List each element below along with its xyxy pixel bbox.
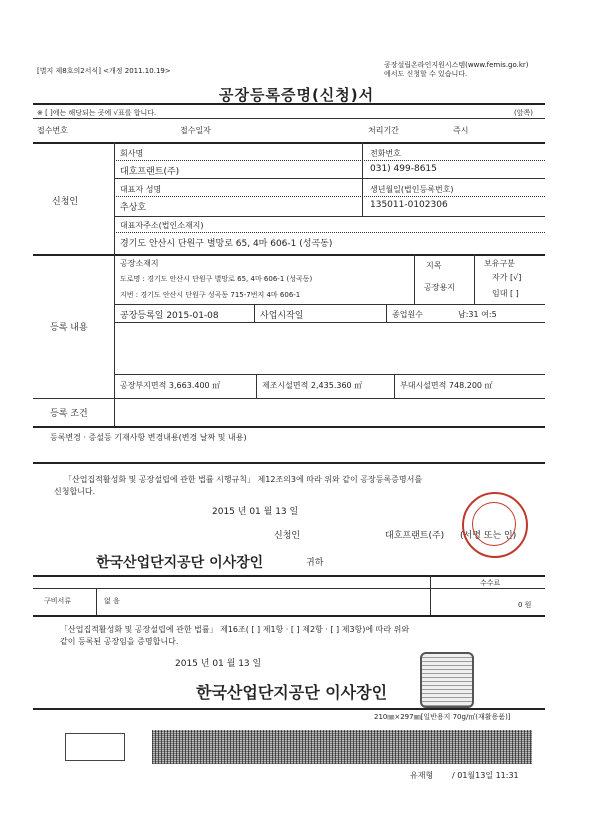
top-border: [33, 103, 545, 105]
rule: [114, 374, 545, 375]
rule: [114, 178, 545, 179]
certificate-issuer: 한국산업단지공단 이사장인: [196, 683, 388, 702]
applicant-name: 대호프랜트(주): [385, 531, 445, 541]
system-note-line1: 공장설립온라인지원시스템(www.femis.go.kr): [384, 61, 529, 69]
employees-value: 남:31 여:5: [458, 310, 497, 319]
applicant-label: 신청인: [274, 531, 301, 541]
docs-label: 구비서류: [44, 597, 72, 605]
certificate-statement-line1: 「산업집적활성화 및 공장설립에 관한 법률」 제16조( [ ] 제1항 · [ ] 제2항 · [ ] 제3항)에 따라 위와: [60, 625, 410, 634]
rule: [386, 304, 387, 322]
rule: [114, 216, 545, 217]
rule: [33, 398, 545, 399]
instruction: ※ [ ]에는 해당되는 곳에 √표를 합니다.: [37, 109, 157, 117]
business-start-label: 사업시작일: [260, 311, 304, 321]
factory-land-value: 공장용지: [424, 283, 455, 292]
rule: [114, 232, 545, 233]
registration-date: 공장등록일 2015-01-08: [120, 311, 219, 321]
certificate-statement-line2: 같이 등록된 공장임을 증명합니다.: [60, 637, 179, 646]
rent-option: 임대 [ ]: [492, 289, 519, 298]
rule: [33, 462, 545, 464]
receipt-number-label: 접수번호: [37, 126, 68, 135]
registration-section-label: 등록 내용: [50, 323, 88, 333]
rule: [114, 160, 545, 161]
paper-spec: 210㎜×297㎜[일반용지 70g/㎡(재활용품)]: [374, 713, 511, 721]
birth-value: 135011-0102306: [370, 200, 448, 210]
rule: [33, 142, 545, 144]
page-side: (앞쪽): [514, 109, 533, 117]
rep-label: 대표자 성명: [120, 185, 162, 194]
change-note: 등록변경 · 증설등 기재사항 변경내용(변경 날짜 및 내용): [50, 433, 247, 442]
system-note-line2: 에서도 신청할 수 있습니다.: [384, 70, 468, 78]
rule: [430, 575, 431, 615]
processing-period-label: 처리기간: [368, 126, 399, 135]
rule: [114, 322, 545, 323]
address-label: 대표자주소(법인소재지): [120, 221, 204, 230]
processing-period-value: 즉시: [453, 126, 469, 135]
company-seal: [462, 492, 528, 558]
rule: [414, 254, 415, 304]
employees-label: 종업원수: [392, 310, 423, 319]
rule: [394, 374, 395, 398]
application-statement-line1: 「산업집적활성화 및 공장설립에 관한 법률 시행규칙」 제12조의3에 따라 위와 같이 공장등록증명서를: [64, 475, 423, 484]
lot-address: 지번 : 경기도 안산시 단원구 성곡동 715-7번지 4마 606-1: [120, 291, 301, 299]
rule: [362, 142, 363, 216]
certificate-date: 2015 년 01 월 13 일: [175, 659, 262, 669]
rule: [114, 254, 115, 398]
fee-label: 수수료: [480, 579, 501, 587]
rule: [114, 398, 115, 426]
applicant-section-label: 신청인: [52, 197, 79, 207]
rule: [33, 588, 430, 589]
official-seal: [420, 652, 474, 708]
rule: [33, 575, 545, 577]
phone-label: 전화번호: [370, 149, 401, 158]
application-statement-line2: 신청합니다.: [54, 487, 96, 496]
rule: [33, 254, 545, 256]
rule: [114, 304, 545, 305]
rule: [256, 374, 257, 398]
company-value: 대호프랜트(주): [120, 167, 180, 177]
land-category-label: 지목: [426, 261, 442, 270]
page-title: 공장등록증명(신청)서: [219, 86, 375, 104]
docs-value: 없 음: [104, 597, 120, 605]
issue-time: / 01월13일 11:31: [452, 771, 519, 780]
rule: [254, 304, 255, 322]
barcode-pattern: [152, 730, 532, 764]
sign-note: (서명 또는 인): [460, 531, 517, 541]
auxiliary-area: 부대시설면적 748.200 ㎡: [400, 381, 493, 390]
site-area: 공장부지면적 3,663.400 ㎡: [120, 381, 221, 390]
rule: [474, 254, 475, 304]
rule: [33, 426, 545, 428]
rule: [114, 196, 545, 197]
birth-label: 생년월일(법인등록번호): [370, 185, 454, 194]
ownership-label: 보유구분: [484, 259, 515, 268]
rule: [114, 142, 115, 254]
application-addressee: 한국산업단지공단 이사장인: [96, 555, 264, 571]
rule: [96, 588, 97, 615]
phone-value: 031) 499-8615: [370, 164, 437, 174]
receipt-date-label: 접수일자: [180, 126, 211, 135]
own-option: 자가 [√]: [492, 273, 522, 282]
rep-value: 추상호: [120, 203, 147, 213]
issuer-name: 유재형: [410, 771, 434, 780]
factory-location-label: 공장소재지: [120, 259, 159, 268]
rule: [33, 118, 545, 119]
fee-value: 0 원: [518, 601, 532, 609]
rule: [33, 615, 545, 617]
application-date: 2015 년 01 월 13 일: [212, 507, 299, 517]
rule: [430, 588, 545, 589]
address-value: 경기도 안산시 단원구 별망로 65, 4마 606-1 (성곡동): [120, 239, 333, 249]
honorific: 귀하: [306, 558, 324, 568]
conditions-label: 등록 조건: [50, 409, 88, 419]
company-label: 회사명: [120, 149, 144, 158]
manufacturing-area: 제조시설면적 2,435.360 ㎡: [262, 381, 363, 390]
road-address: 도로명 : 경기도 안산시 단원구 별망로 65, 4마 606-1 (성곡동): [120, 275, 313, 283]
rule: [33, 708, 545, 710]
form-number: [별지 제8호의2서식] <개정 2011.10.19>: [37, 67, 171, 75]
blank-box: [65, 733, 125, 761]
